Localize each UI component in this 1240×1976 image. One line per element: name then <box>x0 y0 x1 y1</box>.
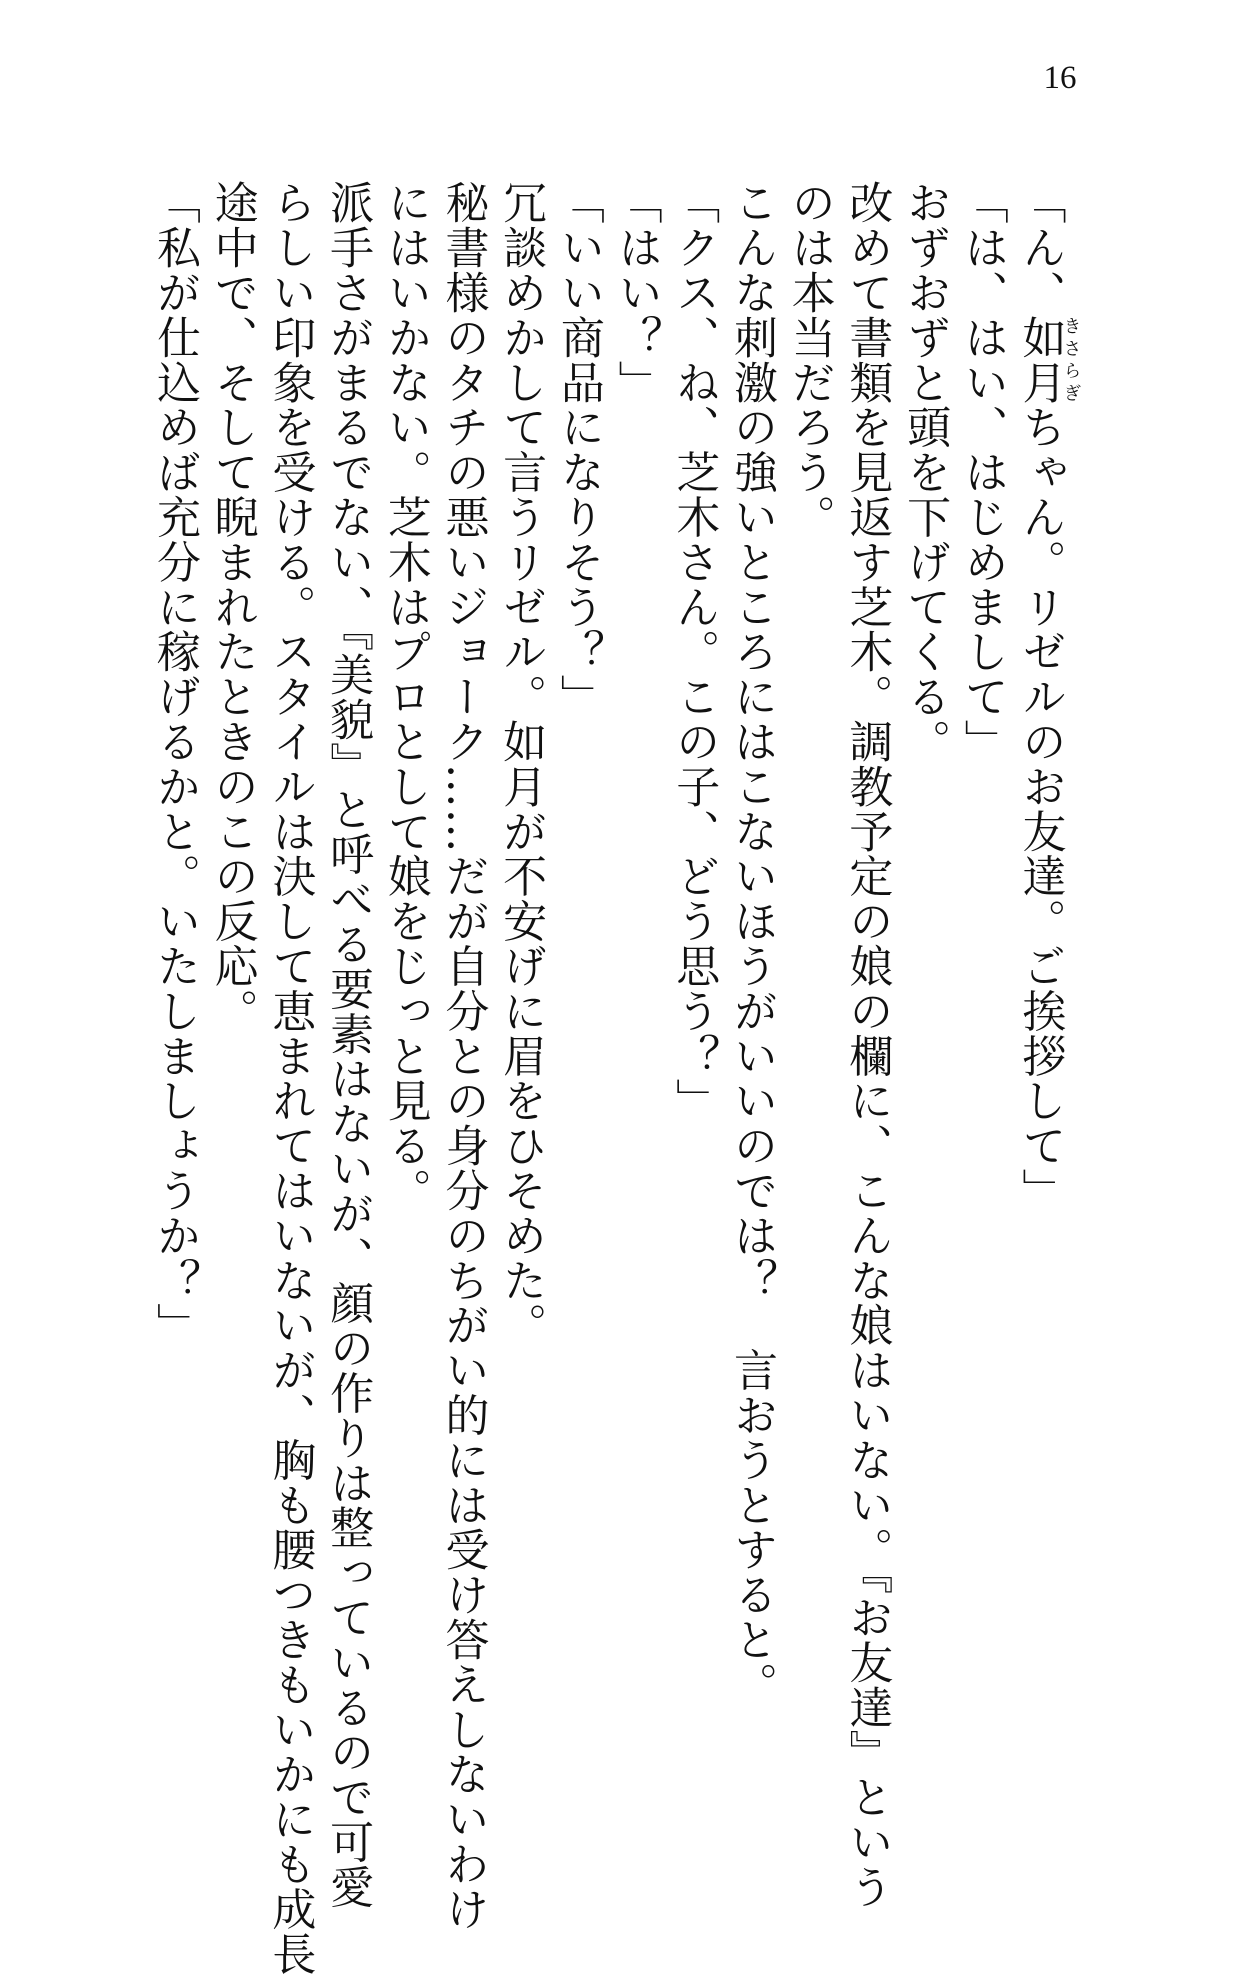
text-line: こんな刺激の強いところにはこないほうがいいのでは？ 言おうとすると。 <box>725 180 777 1707</box>
text-line: 「いい商品になりそう？」 <box>552 180 604 719</box>
text-line: にはいかない。芝木はプロとして娘をじっと見る。 <box>379 180 431 1213</box>
page-number: 16 <box>1043 60 1077 96</box>
text-line: 冗談めかして言うリゼル。如月が不安げに眉をひそめた。 <box>495 180 547 1348</box>
text-line: 「は、はい、はじめまして」 <box>956 180 1008 764</box>
text-line: 途中で、そして睨まれたときのこの反応。 <box>206 180 258 1034</box>
text-line: 「はい？」 <box>610 180 662 405</box>
text-line-segment: ちゃん。リゼルのお友達。ご挨拶して」 <box>1014 404 1066 1213</box>
novel-body-text <box>145 180 1082 1976</box>
text-line-segment: 「ん、 <box>1014 180 1066 315</box>
text-line: らしい印象を受ける。スタイルは決して恵まれてはいないが、胸も腰つきもいかにも成長 <box>264 180 316 1976</box>
text-line <box>1011 180 1080 1600</box>
text-line: 「クス、ね、芝木さん。この子、どう思う？」 <box>668 180 720 1123</box>
text-line: 「私が仕込めば充分に稼げるかと。いたしましょうか？」 <box>148 180 200 1348</box>
text-line: 改めて書類を見返す芝木。調教予定の娘の欄に、こんな娘はいない。『お友達』という <box>841 180 893 1910</box>
text-line: のは本当だろう。 <box>783 180 835 540</box>
ruby-reading: きさらぎ <box>1060 314 1082 405</box>
text-line: 秘書様のタチの悪いジョーク……だが自分との身分のちがい的には受け答えしないわけ <box>437 180 489 1932</box>
furigana-ruby <box>1014 314 1082 405</box>
text-line: おずおずと頭を下げてくる。 <box>899 180 951 764</box>
text-line: 派手さがまるでない、『美貌』と呼べる要素はないが、顔の作りは整っているので可愛 <box>322 180 374 1910</box>
ruby-base: 如月 <box>1014 314 1066 405</box>
